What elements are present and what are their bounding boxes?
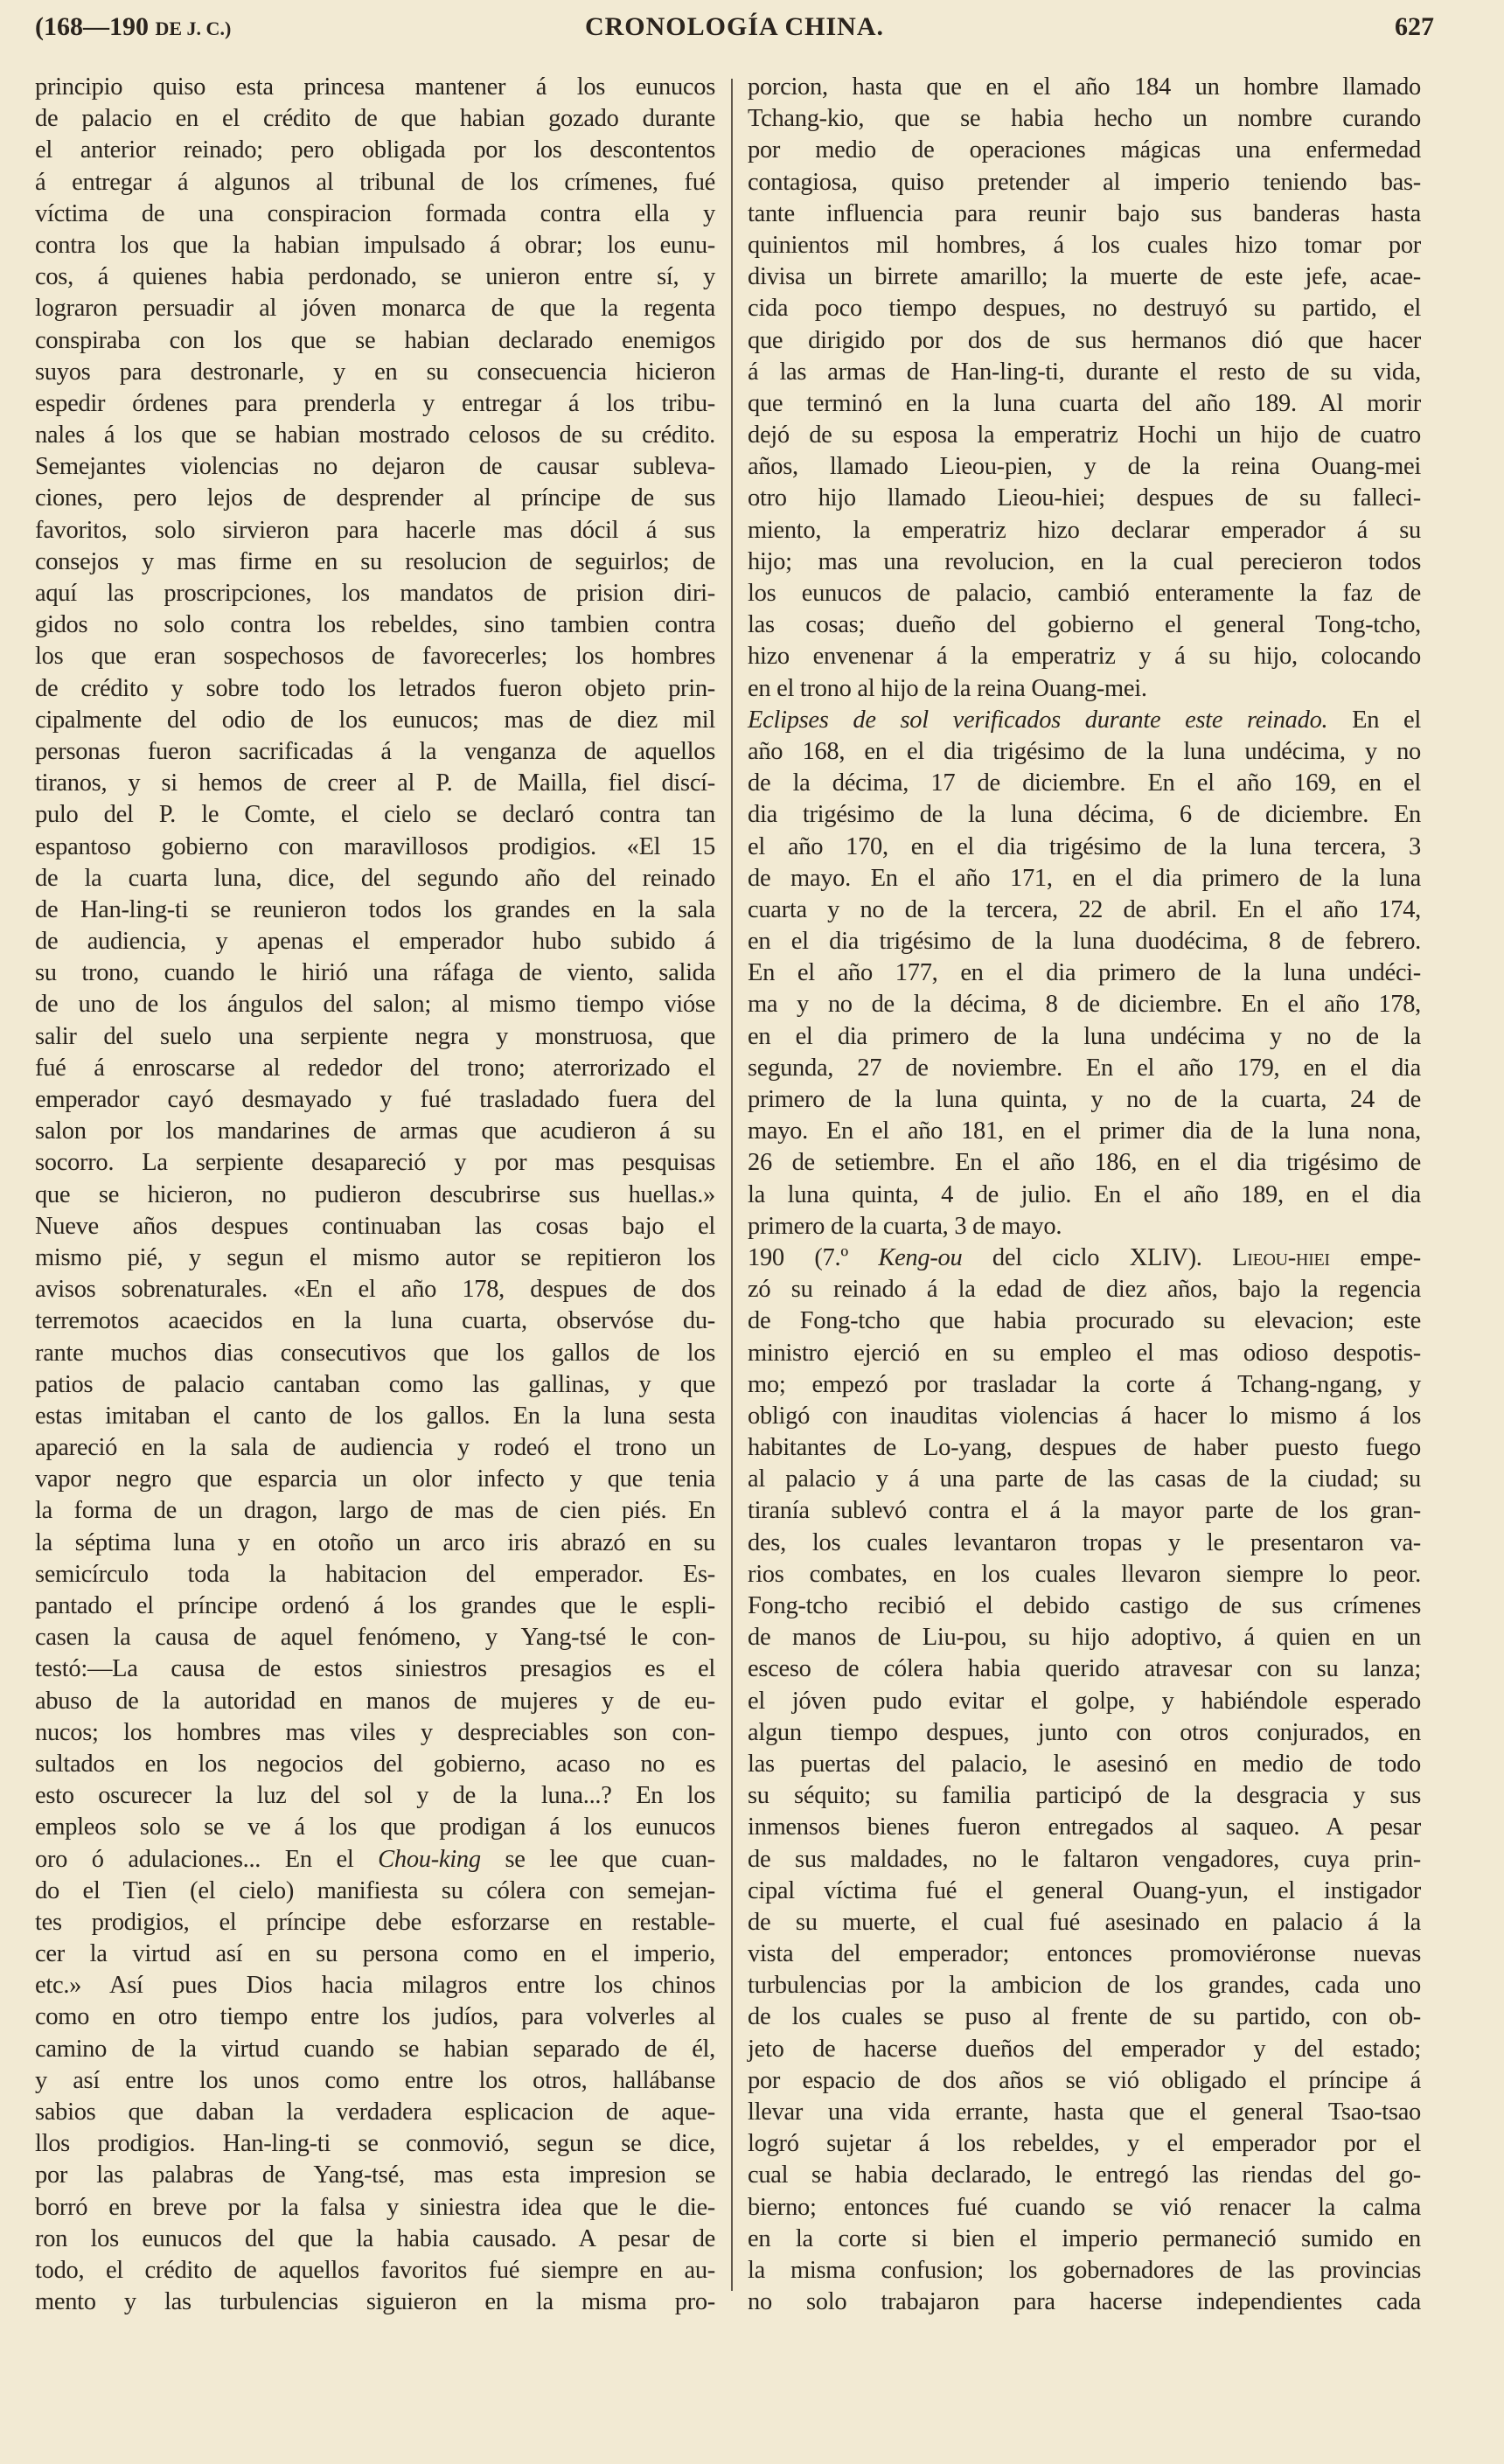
text-line: principio quiso esta princesa mantener á los eunucos — [35, 73, 715, 101]
text-line: el anterior reinado; pero obligada por los descontentos — [35, 136, 715, 164]
text-line: cipal víctima fué el general Ouang-yun, el instigador — [748, 1876, 1421, 1904]
text-line: su séquito; su familia participó de la desgracia y sus — [748, 1782, 1421, 1810]
text-line: cos, á quienes habia perdonado, se unieron entre sí, y — [35, 263, 715, 291]
text-line: apareció en la sala de audiencia y rodeó el trono un — [35, 1434, 715, 1462]
text-line: hizo envenenar á la emperatriz y á su hijo, colocando — [748, 643, 1421, 671]
text-line: cipalmente del odio de los eunucos; mas de diez mil — [35, 706, 715, 734]
text-line: las puertas del palacio, le asesinó en medio de todo — [748, 1750, 1421, 1778]
text-line: nales á los que se habian mostrado celosos de su crédito. — [35, 421, 715, 449]
small-caps-name: Lieou-hiei — [1232, 1243, 1330, 1271]
text-line: inmensos bienes fueron entregados al saqueo. A pesar — [748, 1813, 1421, 1841]
text-line: Fong-tcho recibió el debido castigo de sus crímenes — [748, 1592, 1421, 1619]
text-line: patios de palacio cantaban como las gallinas, y que — [35, 1370, 715, 1398]
date-range-era: DE J. C.) — [155, 17, 232, 39]
text-line: el jóven pudo evitar el golpe, y habiéndole esperado — [748, 1687, 1421, 1715]
text-line: segunda, 27 de noviembre. En el año 179, en el dia — [748, 1054, 1421, 1082]
date-range-years: (168—190 — [35, 12, 156, 41]
text-line: primero de la cuarta, 3 de mayo. — [748, 1212, 1062, 1240]
text-line: logró sujetar á los rebeldes, y el emperador por el — [748, 2130, 1421, 2158]
text-line: que se hicieron, no pudieron descubrirse sus huellas.» — [35, 1180, 715, 1208]
text-line: en el dia trigésimo de la luna duodécima, 8 de febrero. — [748, 928, 1421, 956]
text-line: En el año 177, en el dia primero de la luna undéci- — [748, 959, 1421, 987]
text-segment: del ciclo XLIV). — [962, 1243, 1233, 1271]
text-line: de Han-ling-ti se reunieron todos los grandes en la sala — [35, 895, 715, 923]
text-line: de la cuarta luna, dice, del segundo año del reinado — [35, 864, 715, 892]
running-title: CRONOLOGÍA CHINA. — [584, 12, 885, 41]
text-segment: se lee que cuan- — [480, 1845, 715, 1873]
text-line: llevar una vida errante, hasta que el general Tsao-tsao — [748, 2099, 1421, 2126]
text-line: llos prodigios. Han-ling-ti se conmovió, segun se dice, — [35, 2130, 715, 2158]
text-line: de palacio en el crédito de que habian gozado durante — [35, 105, 715, 133]
text-line: espedir órdenes para prenderla y entregar á los tribu- — [35, 389, 715, 417]
text-line: de sus maldades, no le faltaron vengadores, cuya prin- — [748, 1845, 1421, 1873]
text-line: y así entre los unos como entre los otros, hallábanse — [35, 2066, 715, 2094]
text-line: etc.» Así pues Dios hacia milagros entre los chinos — [35, 1972, 715, 2000]
italic-text: Keng-ou — [878, 1243, 963, 1271]
text-line: de Fong-tcho que habia procurado su elevacion; este — [748, 1307, 1421, 1335]
text-segment: 190 (7.º — [748, 1243, 879, 1271]
text-line: contagiosa, quiso pretender al imperio teniendo bas- — [748, 168, 1421, 196]
text-line: estas imitaban el canto de los gallos. En la luna sesta — [35, 1402, 715, 1430]
text-line: consejos y mas firme en su resolucion de seguirlos; de — [35, 547, 715, 575]
text-line: que dirigido por dos de sus hermanos dió que hacer — [748, 326, 1421, 354]
text-line: aquí las proscripciones, los mandatos de prision diri- — [35, 580, 715, 607]
text-line: nucos; los hombres mas viles y despreciables son con- — [35, 1718, 715, 1746]
text-line: víctima de una conspiracion formada contra ella y — [35, 199, 715, 227]
text-line: los que eran sospechosos de favorecerles; los hombres — [35, 643, 715, 671]
text-line: de manos de Liu-pou, su hijo adoptivo, á quien en un — [748, 1624, 1421, 1652]
text-line: lograron persuadir al jóven monarca de que la regenta — [35, 295, 715, 323]
text-line: do el Tien (el cielo) manifiesta su cólera con semejan- — [35, 1876, 715, 1904]
text-line: cida poco tiempo despues, no destruyó su partido, el — [748, 295, 1421, 323]
text-line: 26 de setiembre. En el año 186, en el dia trigésimo de — [748, 1149, 1421, 1177]
column-divider — [731, 79, 733, 2291]
text-line: como en otro tiempo entre los judíos, para volverles al — [35, 2003, 715, 2031]
text-line: suyos para destronarle, y en su consecuencia hicieron — [35, 358, 715, 386]
text-line: quinientos mil hombres, á los cuales hizo tomar por — [748, 231, 1421, 259]
text-line: al palacio y á una parte de las casas de la ciudad; su — [748, 1465, 1421, 1493]
text-line: rante muchos dias consecutivos que los gallos de los — [35, 1339, 715, 1367]
text-line — [35, 1844, 715, 1876]
text-line: en el trono al hijo de la reina Ouang-mei. — [748, 674, 1147, 702]
text-line: tante influencia para reunir bajo sus banderas hasta — [748, 199, 1421, 227]
text-line: emperador cayó desmayado y fué trasladado fuera del — [35, 1086, 715, 1113]
text-line: vapor negro que esparcia un olor infecto y que tenia — [35, 1465, 715, 1493]
text-line: favoritos, solo sirvieron para hacerle mas dócil á sus — [35, 516, 715, 544]
text-segment: empe- — [1329, 1243, 1421, 1271]
text-line: cuarta y no de la tercera, 22 de abril. En el año 174, — [748, 895, 1421, 923]
text-line: obligó con inauditas violencias á hacer lo mismo á los — [748, 1402, 1421, 1430]
text-line: camino de la virtud cuando se habian separado de él, — [35, 2035, 715, 2063]
text-line: tes prodigios, el príncipe debe esforzarse en restable- — [35, 1908, 715, 1936]
text-line: el año 170, en el dia trigésimo de la luna tercera, 3 — [748, 832, 1421, 860]
text-line: mayo. En el año 181, en el primer dia de la luna nona, — [748, 1117, 1421, 1145]
text-line: habitantes de Lo-yang, despues de haber puesto fuego — [748, 1434, 1421, 1462]
text-line: todo, el crédito de aquellos favoritos fué siempre en au- — [35, 2256, 715, 2284]
text-line: des, los cuales levantaron tropas y le presentaron va- — [748, 1528, 1421, 1556]
italic-text: Eclipses de sol verificados durante este reinado. — [748, 706, 1328, 734]
text-line: de crédito y sobre todo los letrados fueron objeto prin- — [35, 674, 715, 702]
text-line: á entregar á algunos al tribunal de los crímenes, fué — [35, 168, 715, 196]
text-line: primero de la luna quinta, y no de la cuarta, 24 de — [748, 1086, 1421, 1113]
text-line: gidos no solo contra los rebeldes, sino tambien contra — [35, 611, 715, 639]
text-line: ron los eunucos del que la habia causado. A pesar de — [35, 2224, 715, 2252]
text-line: casen la causa de aquel fenómeno, y Yang-tsé le con- — [35, 1624, 715, 1652]
text-line: personas fueron sacrificadas á la venganza de aquellos — [35, 737, 715, 765]
text-line: los eunucos de palacio, cambió enteramente la faz de — [748, 580, 1421, 607]
text-line: su trono, cuando le hirió una ráfaga de viento, salida — [35, 959, 715, 987]
text-line: espantoso gobierno con maravillosos prodigios. «El 15 — [35, 832, 715, 860]
text-line: rios combates, en los cuales llevaron siempre lo peor. — [748, 1560, 1421, 1588]
text-line: tiranos, y si hemos de creer al P. de Mailla, fiel discí- — [35, 769, 715, 797]
text-line: esto oscurecer la luz del sol y de la luna...? En los — [35, 1782, 715, 1810]
page-number: 627 — [1395, 12, 1434, 41]
text-line: zó su reinado á la edad de diez años, bajo la regencia — [748, 1276, 1421, 1304]
text-line: años, llamado Lieou-pien, y de la reina Ouang-mei — [748, 453, 1421, 481]
text-line: en la corte si bien el imperio permaneció sumido en — [748, 2224, 1421, 2252]
text-line: ma y no de la décima, 8 de diciembre. En el año 178, — [748, 991, 1421, 1019]
text-line: avisos sobrenaturales. «En el año 178, despues de dos — [35, 1276, 715, 1304]
text-line: que terminó en la luna cuarta del año 189. Al morir — [748, 389, 1421, 417]
text-line: sultados en los negocios del gobierno, acaso no es — [35, 1750, 715, 1778]
text-line: socorro. La serpiente desapareció y por mas pesquisas — [35, 1149, 715, 1177]
text-line: porcion, hasta que en el año 184 un hombre llamado — [748, 73, 1421, 101]
text-line: terremotos acaecidos en la luna cuarta, observóse du- — [35, 1307, 715, 1335]
text-line: de su muerte, el cual fué asesinado en palacio á la — [748, 1908, 1421, 1936]
text-line: la séptima luna y en otoño un arco iris abrazó en su — [35, 1528, 715, 1556]
text-line: de uno de los ángulos del salon; al mismo tiempo vióse — [35, 991, 715, 1019]
text-line: por las palabras de Yang-tsé, mas esta impresion se — [35, 2161, 715, 2189]
text-line: las cosas; dueño del gobierno el general Tong-tcho, — [748, 611, 1421, 639]
text-line: de los cuales se puso al frente de su partido, con ob- — [748, 2003, 1421, 2031]
text-line: no solo trabajaron para hacerse independientes cada — [748, 2288, 1421, 2316]
text-line: cer la virtud así en su persona como en el imperio, — [35, 1940, 715, 1968]
text-line: dia trigésimo de la luna décima, 6 de diciembre. En — [748, 801, 1421, 829]
text-line: año 168, en el dia trigésimo de la luna undécima, y no — [748, 737, 1421, 765]
text-line: á las armas de Han-ling-ti, durante el resto de su vida, — [748, 358, 1421, 386]
text-line: otro hijo llamado Lieou-hiei; despues de su falleci- — [748, 484, 1421, 512]
text-line: testó:—La causa de estos siniestros presagios es el — [35, 1655, 715, 1683]
text-line: de mayo. En el año 171, en el dia primero de la luna — [748, 864, 1421, 892]
text-line — [748, 705, 1421, 736]
text-line: fué á enroscarse al rededor del trono; aterrorizado el — [35, 1054, 715, 1082]
text-line: divisa un birrete amarillo; la muerte de este jefe, acae- — [748, 263, 1421, 291]
text-line: la misma confusion; los gobernadores de las provincias — [748, 2256, 1421, 2284]
text-line: de la décima, 17 de diciembre. En el año 169, en el — [748, 769, 1421, 797]
text-line: algun tiempo despues, junto con otros conjurados, en — [748, 1718, 1421, 1746]
text-line: salon por los mandarines de armas que acudieron á su — [35, 1117, 715, 1145]
italic-text: Chou-king — [378, 1845, 481, 1873]
text-line: bierno; entonces fué cuando se vió renacer la calma — [748, 2193, 1421, 2221]
text-line: ciones, pero lejos de desprender al príncipe de sus — [35, 484, 715, 512]
text-line: abuso de la autoridad en manos de mujeres y de eu- — [35, 1687, 715, 1715]
text-line: salir del suelo una serpiente negra y monstruosa, que — [35, 1022, 715, 1050]
text-line: miento, la emperatriz hizo declarar emperador á su — [748, 516, 1421, 544]
right-text-column — [748, 72, 1421, 2318]
text-line: borró en breve por la falsa y siniestra idea que le die- — [35, 2193, 715, 2221]
text-line: contra los que la habian impulsado á obrar; los eunu- — [35, 231, 715, 259]
running-header — [35, 12, 1434, 51]
text-line: jeto de hacerse dueños del emperador y del estado; — [748, 2035, 1421, 2063]
text-line: por espacio de dos años se vió obligado el príncipe á — [748, 2066, 1421, 2094]
text-line: turbulencias por la ambicion de los grandes, cada uno — [748, 1972, 1421, 2000]
text-line: esceso de cólera habia querido atravesar con su lanza; — [748, 1655, 1421, 1683]
text-line: mo; empezó por trasladar la corte á Tchang-ngang, y — [748, 1370, 1421, 1398]
text-line: la luna quinta, 4 de julio. En el año 189, en el dia — [748, 1180, 1421, 1208]
text-line: la forma de un dragon, largo de mas de cien piés. En — [35, 1497, 715, 1525]
text-segment: En el — [1327, 706, 1421, 734]
text-line: tiranía sublevó contra el á la mayor parte de los gran- — [748, 1497, 1421, 1525]
text-line: mismo pié, y segun el mismo autor se repitieron los — [35, 1243, 715, 1271]
text-line: en el dia primero de la luna undécima y no de la — [748, 1022, 1421, 1050]
left-text-column — [35, 72, 715, 2318]
text-line: empleos solo se ve á los que prodigan á los eunucos — [35, 1813, 715, 1841]
text-line: de audiencia, y apenas el emperador hubo subido á — [35, 928, 715, 956]
text-line: dejó de su esposa la emperatriz Hochi un hijo de cuatro — [748, 421, 1421, 449]
text-line: por medio de operaciones mágicas una enfermedad — [748, 136, 1421, 164]
text-segment: oro ó adulaciones... En el — [35, 1845, 379, 1873]
text-line: Nueve años despues continuaban las cosas bajo el — [35, 1212, 715, 1240]
text-line: pulo del P. le Comte, el cielo se declaró contra tan — [35, 801, 715, 829]
text-line: hijo; mas una revolucion, en la cual perecieron todos — [748, 547, 1421, 575]
text-line: mento y las turbulencias siguieron en la misma pro- — [35, 2288, 715, 2316]
text-line: vista del emperador; entonces promoviéronse nuevas — [748, 1940, 1421, 1968]
text-line: conspiraba con los que se habian declarado enemigos — [35, 326, 715, 354]
text-line: pantado el príncipe ordenó á los grandes que le espli- — [35, 1592, 715, 1619]
text-line: ministro ejerció en su empleo el mas odioso despotis- — [748, 1339, 1421, 1367]
text-line: Tchang-kio, que se habia hecho un nombre curando — [748, 105, 1421, 133]
text-line: Semejantes violencias no dejaron de causar subleva- — [35, 453, 715, 481]
text-line: sabios que daban la verdadera esplicacion de aque- — [35, 2099, 715, 2126]
text-line: semicírculo toda la habitacion del emperador. Es- — [35, 1560, 715, 1588]
text-line — [748, 1242, 1421, 1274]
text-line: cual se habia declarado, le entregó las riendas del go- — [748, 2161, 1421, 2189]
